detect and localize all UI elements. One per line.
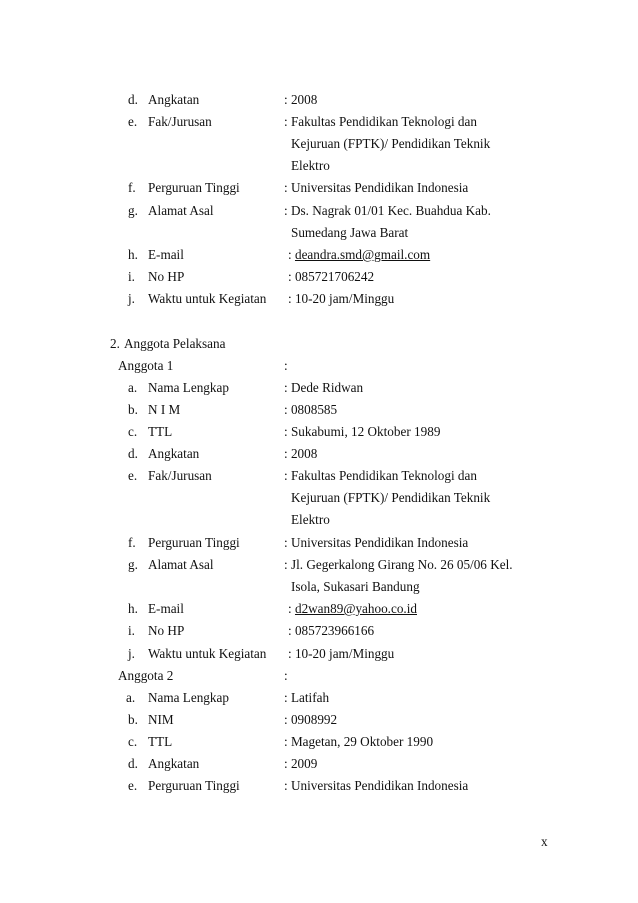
field-alamat-asal-continued: [0, 577, 638, 597]
item-letter: e.: [128, 114, 138, 129]
field-angkatan: [0, 444, 638, 464]
field-waktu-kegiatan: [0, 289, 638, 309]
field-no-hp: [0, 621, 638, 641]
field-value-continued: Elektro: [291, 512, 330, 527]
item-letter: d.: [128, 756, 138, 771]
field-alamat-asal: [0, 555, 638, 575]
field-label: Nama Lengkap: [148, 380, 229, 395]
item-letter: d.: [128, 446, 138, 461]
field-label: Alamat Asal: [148, 557, 214, 572]
field-email: [0, 245, 638, 265]
field-value: : 085723966166: [288, 623, 375, 638]
field-label: Waktu untuk Kegiatan: [148, 646, 267, 661]
field-label: Waktu untuk Kegiatan: [148, 291, 267, 306]
field-value: : Fakultas Pendidikan Teknologi dan: [284, 114, 477, 129]
field-value: : 10-20 jam/Minggu: [288, 291, 395, 306]
field-no-hp: [0, 267, 638, 287]
item-letter: a.: [128, 380, 138, 395]
field-alamat-asal-continued: [0, 223, 638, 243]
field-label: E-mail: [148, 601, 184, 616]
field-alamat-asal: [0, 201, 638, 221]
field-label: No HP: [148, 623, 185, 638]
field-nama-lengkap: [0, 378, 638, 398]
field-fak-jurusan: [0, 112, 638, 132]
section-number: 2.: [110, 336, 120, 351]
field-value: : Magetan, 29 Oktober 1990: [284, 734, 434, 749]
field-fak-jurusan-continued: [0, 510, 638, 530]
email-prefix: :: [288, 247, 295, 262]
item-letter: c.: [128, 734, 138, 749]
field-value: : 2009: [284, 756, 318, 771]
item-letter: d.: [128, 92, 138, 107]
item-letter: g.: [128, 557, 138, 572]
email-link[interactable]: deandra.smd@gmail.com: [294, 247, 431, 262]
field-value: : Fakultas Pendidikan Teknologi dan: [284, 468, 477, 483]
field-perguruan-tinggi: [0, 533, 638, 553]
field-label: No HP: [148, 269, 185, 284]
page-number: x: [541, 834, 548, 849]
field-value: : Dede Ridwan: [284, 380, 364, 395]
email-prefix: :: [288, 601, 295, 616]
item-letter: h.: [128, 601, 138, 616]
item-letter: j.: [128, 291, 135, 306]
item-letter: f.: [128, 535, 136, 550]
field-value: : 10-20 jam/Minggu: [288, 646, 395, 661]
field-value: : Universitas Pendidikan Indonesia: [284, 778, 469, 793]
field-value: : Ds. Nagrak 01/01 Kec. Buahdua Kab.: [284, 203, 491, 218]
field-label: Alamat Asal: [148, 203, 214, 218]
field-waktu-kegiatan: [0, 644, 638, 664]
field-fak-jurusan-continued: [0, 488, 638, 508]
email-link[interactable]: d2wan89@yahoo.co.id: [294, 601, 417, 616]
field-ttl: [0, 422, 638, 442]
field-fak-jurusan-continued: [0, 156, 638, 176]
field-nim: [0, 400, 638, 420]
field-perguruan-tinggi: [0, 178, 638, 198]
anggota-heading: [0, 666, 638, 686]
field-label: NIM: [148, 712, 174, 727]
field-label: Angkatan: [148, 92, 200, 107]
field-label: E-mail: [148, 247, 184, 262]
field-label: Fak/Jurusan: [148, 468, 212, 483]
item-letter: g.: [128, 203, 138, 218]
field-value-continued: Sumedang Jawa Barat: [291, 225, 409, 240]
field-value: : Universitas Pendidikan Indonesia: [284, 535, 469, 550]
field-value-continued: Isola, Sukasari Bandung: [291, 579, 420, 594]
field-value: : 0808585: [284, 402, 338, 417]
item-letter: b.: [128, 402, 138, 417]
field-perguruan-tinggi: [0, 776, 638, 796]
field-value: : Jl. Gegerkalong Girang No. 26 05/06 Kel.: [284, 557, 513, 572]
field-label: Nama Lengkap: [148, 690, 229, 705]
field-label: N I M: [148, 402, 181, 417]
field-value: [288, 599, 417, 619]
field-nama-lengkap: [0, 688, 638, 708]
anggota-heading: [0, 356, 638, 376]
field-value: : Sukabumi, 12 Oktober 1989: [284, 424, 441, 439]
field-value: : 2008: [284, 446, 318, 461]
section-heading: [0, 334, 638, 354]
anggota-title: Anggota 2: [118, 668, 174, 683]
item-letter: j.: [128, 646, 135, 661]
field-label: Fak/Jurusan: [148, 114, 212, 129]
item-letter: e.: [128, 468, 138, 483]
field-value-continued: Kejuruan (FPTK)/ Pendidikan Teknik: [291, 136, 491, 151]
item-letter: i.: [128, 269, 135, 284]
field-label: TTL: [148, 734, 173, 749]
anggota-colon: :: [284, 358, 288, 373]
anggota-colon: :: [284, 668, 288, 683]
item-letter: f.: [128, 180, 136, 195]
field-angkatan: [0, 90, 638, 110]
field-value: : 085721706242: [288, 269, 375, 284]
field-value: : 0908992: [284, 712, 338, 727]
item-letter: b.: [128, 712, 138, 727]
field-value: : 2008: [284, 92, 318, 107]
field-fak-jurusan: [0, 466, 638, 486]
field-label: Perguruan Tinggi: [148, 535, 240, 550]
field-nim: [0, 710, 638, 730]
field-value-continued: Kejuruan (FPTK)/ Pendidikan Teknik: [291, 490, 491, 505]
field-angkatan: [0, 754, 638, 774]
field-value: : Universitas Pendidikan Indonesia: [284, 180, 469, 195]
field-label: Angkatan: [148, 446, 200, 461]
item-letter: i.: [128, 623, 135, 638]
field-label: Perguruan Tinggi: [148, 180, 240, 195]
field-label: Perguruan Tinggi: [148, 778, 240, 793]
field-ttl: [0, 732, 638, 752]
field-label: TTL: [148, 424, 173, 439]
field-fak-jurusan-continued: [0, 134, 638, 154]
item-letter: h.: [128, 247, 138, 262]
item-letter: e.: [128, 778, 138, 793]
field-value-continued: Elektro: [291, 158, 330, 173]
item-letter: a.: [126, 690, 136, 705]
field-value: [288, 245, 430, 265]
field-email: [0, 599, 638, 619]
section-title: Anggota Pelaksana: [124, 336, 226, 351]
anggota-title: Anggota 1: [118, 358, 174, 373]
item-letter: c.: [128, 424, 138, 439]
field-label: Angkatan: [148, 756, 200, 771]
field-value: : Latifah: [284, 690, 330, 705]
